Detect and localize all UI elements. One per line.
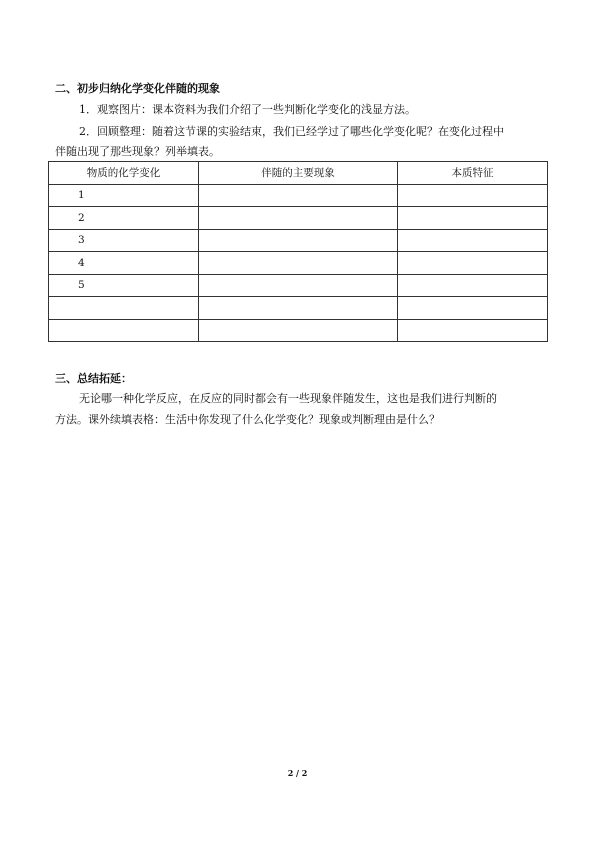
table-cell[interactable] xyxy=(398,229,548,252)
table-header-cell: 伴随的主要现象 xyxy=(199,162,398,185)
table-header-cell: 本质特征 xyxy=(398,162,548,185)
table-cell[interactable] xyxy=(398,252,548,275)
section3-line2: 方法。课外续填表格：生活中你发现了什么化学变化？现象或判断理由是什么？ xyxy=(55,413,440,426)
table-row xyxy=(49,252,548,275)
table-cell[interactable] xyxy=(49,297,199,320)
section3-line1: 无论哪一种化学反应，在反应的同时都会有一些现象伴随发生，这也是我们进行判断的 xyxy=(79,392,497,405)
table-header-row xyxy=(49,162,548,185)
table-cell[interactable]: 4 xyxy=(49,252,199,275)
table-cell[interactable] xyxy=(199,274,398,297)
table-cell[interactable] xyxy=(199,252,398,275)
table-cell[interactable] xyxy=(398,184,548,207)
table-row xyxy=(49,207,548,230)
phenomena-table xyxy=(48,161,548,342)
table-cell[interactable] xyxy=(199,184,398,207)
table-cell[interactable]: 1 xyxy=(49,184,199,207)
table-row xyxy=(49,229,548,252)
section2-item2-line2: 伴随出现了那些现象？列举填表。 xyxy=(55,145,220,158)
section2-item2-line1: 2．回顾整理：随着这节课的实验结束，我们已经学过了哪些化学变化呢？在变化过程中 xyxy=(79,125,504,138)
table-cell[interactable] xyxy=(398,297,548,320)
section3-heading: 三、总结拓延： xyxy=(55,372,132,385)
table-row xyxy=(49,184,548,207)
table-cell[interactable] xyxy=(398,319,548,342)
table-cell[interactable]: 2 xyxy=(49,207,199,230)
table-cell[interactable] xyxy=(199,297,398,320)
table-cell[interactable]: 5 xyxy=(49,274,199,297)
table-cell[interactable] xyxy=(199,207,398,230)
table-cell[interactable] xyxy=(398,274,548,297)
table-row xyxy=(49,274,548,297)
section2-item1: 1．观察图片：课本资料为我们介绍了一些判断化学变化的浅显方法。 xyxy=(79,103,416,116)
table-row xyxy=(49,319,548,342)
table-cell[interactable] xyxy=(49,319,199,342)
page-number: 2 / 2 xyxy=(287,768,308,778)
table-cell[interactable] xyxy=(199,319,398,342)
section2-heading: 二、初步归纳化学变化伴随的现象 xyxy=(55,82,220,95)
table-cell[interactable]: 3 xyxy=(49,229,199,252)
table-cell[interactable] xyxy=(199,229,398,252)
table-header-cell: 物质的化学变化 xyxy=(49,162,199,185)
table-row xyxy=(49,297,548,320)
table-cell[interactable] xyxy=(398,207,548,230)
